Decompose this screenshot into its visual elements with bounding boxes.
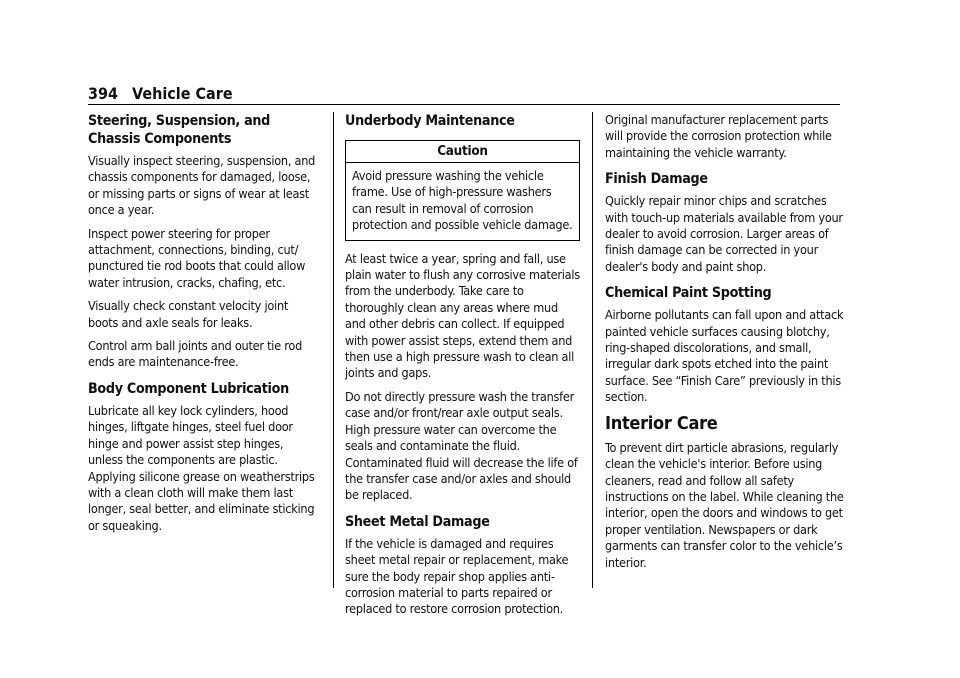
finish-damage-paragraph: Quickly repair minor chips and scratches with touch-up materials available from your dealer to avoid corrosion. Larger areas of finish damage can be corrected in your dealer's body and paint shop. xyxy=(605,193,843,274)
sheet-metal-paragraph-continued: Original manufacturer replacement parts will provide the corrosion protection while maintaining the vehicle warranty. xyxy=(605,112,832,160)
underbody-paragraph-2: Do not directly pressure wash the transfer case and/or front/rear axle output seals. High pressure water can overcome the seals and contaminate the fluid. Contaminated fluid will decrease the life of the transfer case and/or axles and should be replaced. xyxy=(345,388,578,503)
chemical-spotting-paragraph: Airborne pollutants can fall upon and attack painted vehicle surfaces causing blotchy, ring-shaped discolorations, and small, irregular dark spots etched into the paint surface. See “Finish Care” previously in this section. xyxy=(605,307,844,405)
page-header xyxy=(88,84,840,104)
column-left xyxy=(88,112,320,541)
chemical-spotting-heading: Chemical Paint Spotting xyxy=(605,285,772,302)
underbody-paragraph-1: At least twice a year, spring and fall, use plain water to flush any corrosive materials from the underbody. Take care to thoroughly clean any areas where mud and other debris can collect. If equipped with power assist steps, extend them and then use a high pressure wash to clean all joints and gaps. xyxy=(345,250,580,381)
sheet-metal-heading: Sheet Metal Damage xyxy=(345,513,490,530)
column-middle xyxy=(345,112,580,625)
column-divider-1 xyxy=(333,112,334,588)
steering-paragraph-4: Control arm ball joints and outer tie rod ends are maintenance-free. xyxy=(88,338,303,370)
sheet-metal-paragraph: If the vehicle is damaged and requires sheet metal repair or replacement, make sure the body repair shop applies anti-corrosion material to parts repaired or replaced to restore corrosion protection. xyxy=(345,535,569,617)
interior-care-heading: Interior Care xyxy=(605,412,718,434)
interior-care-paragraph: To prevent dirt particle abrasions, regularly clean the vehicle's interior. Before using cleaners, read and follow all safety instructions on the label. While cleaning the interior, open the doors and windows to get proper ventilation. Newspapers or dark garments can transfer color to the vehicle’s interior. xyxy=(605,439,844,570)
steering-paragraph-2: Inspect power steering for proper attachment, connections, binding, cut/ punctured tie rod boots that could allow water intrusion, cracks, chafing, etc. xyxy=(88,225,306,290)
header-divider xyxy=(88,104,840,105)
steering-paragraph-1: Visually inspect steering, suspension, and chassis components for damaged, loose, or missing parts or signs of wear at least once a year. xyxy=(88,153,316,218)
lubrication-heading: Body Component Lubrication xyxy=(88,380,289,397)
lubrication-paragraph: Lubricate all key lock cylinders, hood hinges, liftgate hinges, steel fuel door hinge and power assist step hinges, unless the components are plastic. Applying silicone grease on weatherstrips with a clean cloth will make them last longer, seal better, and eliminate sticking or squeaking. xyxy=(88,402,315,533)
column-right xyxy=(605,112,845,578)
page-number: 394 xyxy=(88,84,119,103)
column-divider-2 xyxy=(592,112,593,588)
caution-text: Avoid pressure washing the vehicle frame. Use of high-pressure washers can result in removal of corrosion protection and possible vehicle damage. xyxy=(352,168,573,233)
finish-damage-heading: Finish Damage xyxy=(605,171,708,188)
section-title: Vehicle Care xyxy=(132,84,233,103)
steering-paragraph-3: Visually check constant velocity joint boots and axle seals for leaks. xyxy=(88,298,289,330)
underbody-heading: Underbody Maintenance xyxy=(345,113,515,129)
caution-title: Caution xyxy=(346,141,579,163)
steering-heading: Steering, Suspension, and Chassis Components xyxy=(88,113,271,147)
caution-box xyxy=(345,140,580,241)
